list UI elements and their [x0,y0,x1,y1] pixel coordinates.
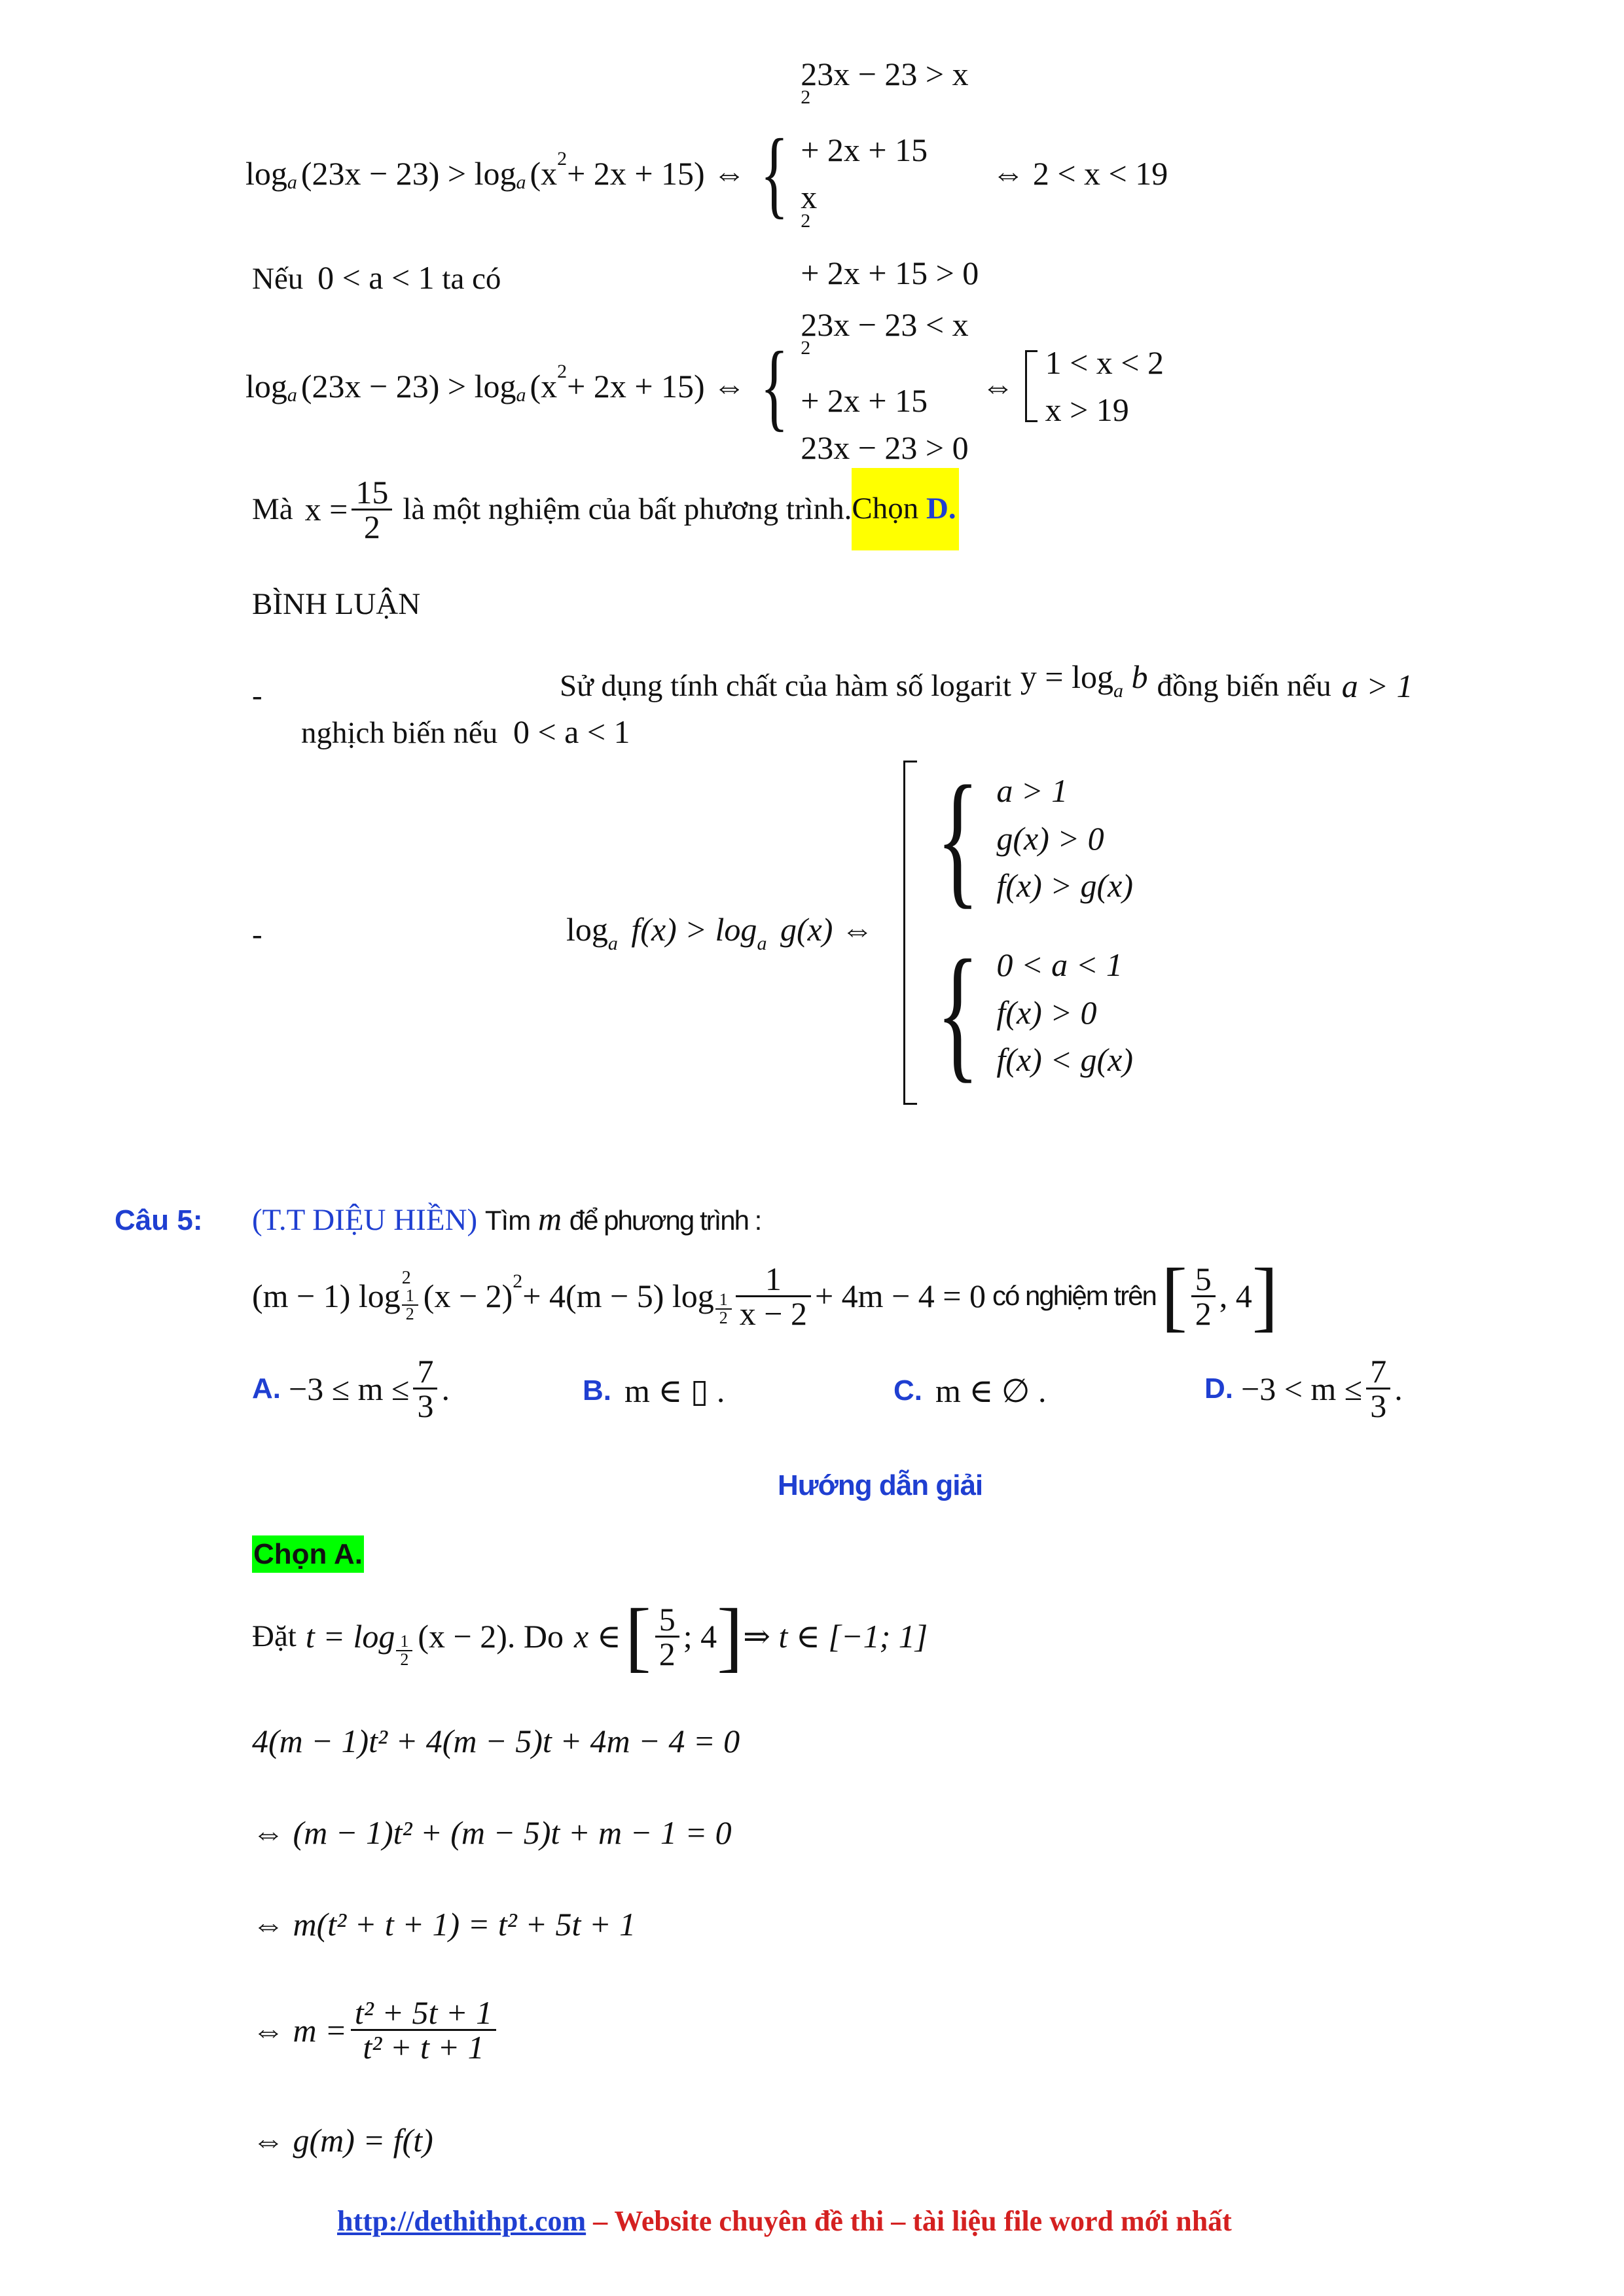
union-row: x > 19 [1045,391,1129,428]
commentary-formula: $\log_a f(x) > \log_a g(x)$ ⇔ [566,911,874,954]
case-rows [996,941,1133,1084]
math-text: m [537,1200,562,1237]
equation-line-2 [245,306,1164,466]
system-row: 23x − 23 > 0 [801,429,969,466]
answer-highlight: Chọn D. [852,468,958,550]
exponent: 2 [557,148,568,170]
footer-text: – Website chuyên đề thi – tài liệu file word mới nhất [586,2205,1232,2237]
solution-step-3: ⇔ m(t² + t + 1) = t² + 5t + 1 [252,1906,636,1943]
label-text: Sử dụng tính chất của hàm số logarit [560,669,1011,703]
question-label: Câu 5: [115,1204,203,1236]
substitution-line: Đặt t = log $\frac{1}{2}$ (x − 2). Do x ∈ [ $\frac{5}{2}$ ; 4 ] ⇒ t ∈ [−1; 1] [252,1592,928,1679]
condition-line [252,260,501,297]
solution-heading: Hướng dẫn giải [778,1469,983,1501]
commentary-line-1b [301,715,630,751]
numerator: 15 [352,476,392,511]
question-equation: (m − 1) log 2 $\frac{1}{2}$ (x − 2) 2 + 4(m − 5) log $\frac{1}{2}$ $\frac{1}{x - 2}$ + 4m − 4 = 0 có nghiệm trên [ $\frac{5}{2}$ , 4 ] [252,1252,1278,1339]
union-rows [1045,339,1164,434]
log-base: a [287,384,297,406]
union-row: 1 < x < 2 [1045,344,1164,381]
system-brace [751,301,968,472]
label-text: có nghiệm trên [992,1280,1156,1311]
union-bracket-large [903,761,917,1105]
math-text: x = [304,491,348,528]
exponent: 2 [557,361,568,382]
case-row: f(x) > g(x) [996,867,1134,904]
left-brace: { [760,119,789,228]
log-base: a [516,171,526,193]
option-a[interactable]: A. −3 ≤ m ≤ $\frac{7}{3}$ . [252,1353,450,1424]
conclusion-line [252,468,959,550]
math-text: $y = \log_a b$ [1020,658,1148,702]
math-text: 0 < a < 1 [513,713,630,750]
left-brace: { [760,332,789,440]
solution-step-5: ⇔ g(m) = f(t) [252,2122,433,2159]
case-row: g(x) > 0 [996,819,1104,857]
denominator: 2 [363,508,380,545]
bullet-dash: - [252,918,262,952]
fraction [352,473,392,545]
label-text: Mà [252,492,293,526]
equivalence-arrow: ⇔ [981,368,1015,404]
left-brace: { [936,928,980,1096]
system-row: x 2 + 2x + 15 > 0 [801,179,979,291]
log-base: a [516,384,526,406]
question-source: (T.T DIỆU HIỀN) [252,1203,478,1237]
left-bracket [1025,350,1038,422]
log-base: a [287,171,297,193]
exponent: 2 [401,1268,411,1288]
eq-part: + 2x + 15) ⇔ [567,368,746,404]
option-d[interactable]: D. −3 < m ≤ $\frac{7}{3}$ . [1204,1353,1403,1424]
system-row: 23x − 23 < x 2 + 2x + 15 [801,306,969,419]
eq-part: (x [530,155,558,192]
eq-part: (23x − 23) > log [300,155,516,192]
log-text: log [245,368,287,404]
left-brace: { [936,754,980,922]
log-text: log [245,155,287,192]
label-text: nghịch biến nếu [301,716,498,750]
union-bracket [1025,344,1164,428]
bullet-dash: - [252,679,262,713]
label-text: ta có [442,262,501,296]
label-text: Tìm [484,1205,531,1236]
system-rows [801,50,979,297]
fraction: $\frac{1}{x - 2}$ [736,1263,811,1330]
question-prompt [252,1202,761,1238]
label-text: đồng biến nếu [1157,669,1331,703]
system-rows [801,301,968,472]
option-c[interactable]: C. m ∈ ∅ . [893,1372,1047,1409]
solution-step-1: 4(m − 1)t² + 4(m − 5)t + 4m − 4 = 0 [252,1723,740,1759]
solution-step-4: ⇔ m = $\frac{\text{t² + 5t + 1}}{\text{t² + t + 1}}$ [252,1996,500,2064]
math-text: a > 1 [1341,668,1413,705]
solution-answer: Chọn A. [252,1538,364,1571]
page-footer [337,2204,1232,2238]
case-row: 0 < a < 1 [996,946,1123,983]
solution-step-2: ⇔ (m − 1)t² + (m − 5)t + m − 1 = 0 [252,1814,732,1851]
math-text: 0 < a < 1 [317,259,435,296]
system-brace [751,50,979,297]
option-b[interactable]: B. m ∈ ▯ . [583,1372,725,1409]
eq-part: (23x − 23) > log [300,368,516,404]
case-system-2 [922,928,1134,1096]
commentary-line-1 [560,658,1413,705]
case-rows [996,767,1133,910]
commentary-heading: BÌNH LUẬN [252,587,421,621]
website-link[interactable]: http://dethithpt.com [337,2205,586,2237]
case-row: f(x) < g(x) [996,1041,1134,1078]
case-system-1 [922,754,1134,922]
eq-part: (x [530,368,558,404]
label-text: là một nghiệm của bất phương trình. [403,492,852,526]
label-text: Nếu [252,262,304,296]
system-row: 23x − 23 > x 2 + 2x + 15 [801,55,969,168]
eq-part: + 2x + 15) ⇔ [567,155,746,192]
case-row: a > 1 [996,772,1068,809]
result: ⇔ 2 < x < 19 [992,155,1168,192]
label-text: để phương trình : [569,1205,761,1236]
case-row: f(x) > 0 [996,994,1097,1031]
